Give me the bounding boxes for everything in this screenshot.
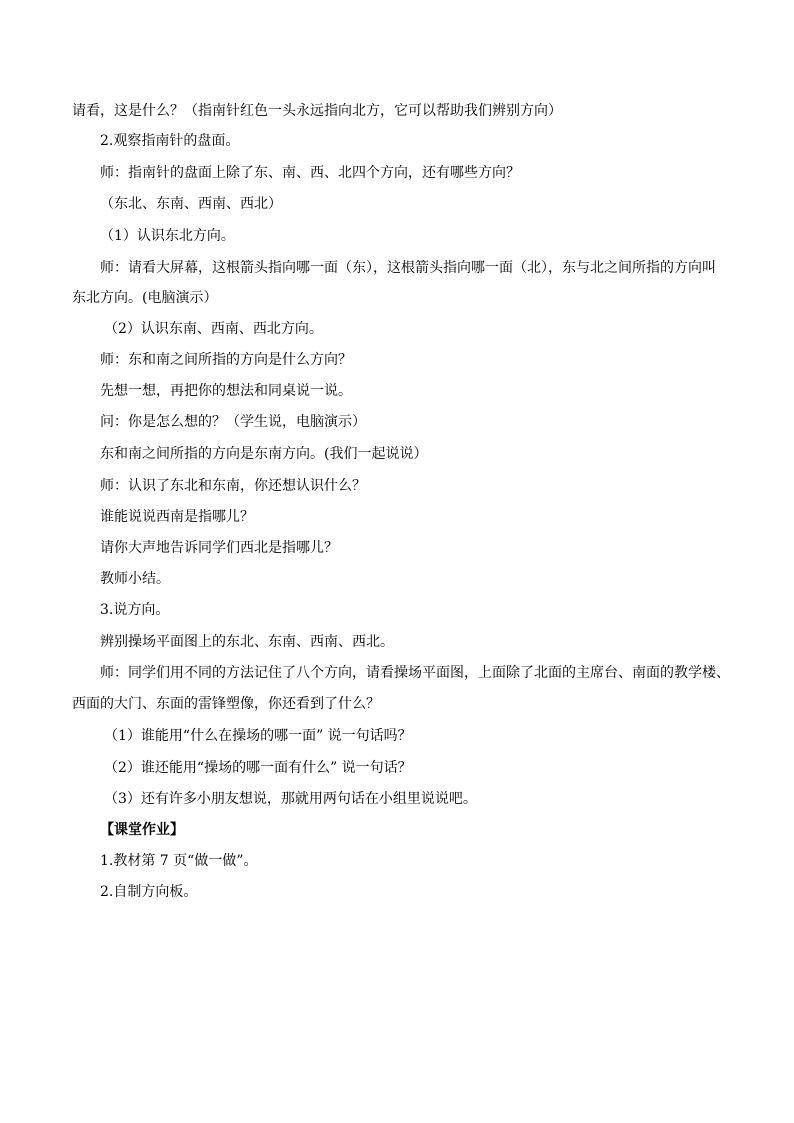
text-line-northwest-question: 请你大声地告诉同学们西北是指哪儿？ [100, 540, 338, 556]
text-line-say-directions: 3.说方向。 [100, 602, 170, 618]
text-line-answer-directions: （东北、东南、西南、西北） [100, 196, 282, 212]
text-line-observe-dial: 2.观察指南针的盘面。 [100, 133, 240, 149]
text-line-teacher-east-south: 师：东和南之间所指的方向是什么方向？ [100, 352, 352, 368]
section-heading-classwork: 【课堂作业】 [100, 822, 184, 838]
text-line-southeast-answer: 东和南之间所指的方向是东南方向。(我们一起说说） [100, 446, 428, 462]
text-line-sentence-one: （1）谁能用“什么在操场的哪一面” 说一句话吗？ [104, 728, 412, 744]
text-line-southwest-question: 谁能说说西南是指哪儿？ [100, 509, 254, 525]
text-line-northeast-demo: 东北方向。(电脑演示） [72, 290, 218, 306]
text-line-identify-plan: 辨别操场平面图上的东北、东南、西南、西北。 [100, 634, 394, 650]
text-line-teacher-screen: 师：请看大屏幕，这根箭头指向哪一面（东），这根箭头指向哪一面（北），东与北之间所指的方向叫 [100, 260, 716, 276]
text-line-think-share: 先想一想，再把你的想法和同桌说一说。 [100, 383, 352, 399]
text-line-textbook-exercise: 1.教材第 7 页“做一做”。 [100, 853, 258, 869]
text-line-compass-intro: 请看，这是什么？（指南针红色一头永远指向北方，它可以帮助我们辨别方向） [72, 103, 562, 119]
text-line-ask-how: 问：你是怎么想的？（学生说，电脑演示） [100, 414, 366, 430]
text-line-know-other-directions: （2）认识东南、西南、西北方向。 [104, 321, 323, 337]
text-line-group-talk: （3）还有许多小朋友想说，那就用两句话在小组里说说吧。 [104, 791, 477, 807]
text-line-teacher-what-next: 师：认识了东北和东南，你还想认识什么？ [100, 478, 366, 494]
text-line-sentence-two: （2）谁还能用“操场的哪一面有什么” 说一句话？ [104, 760, 412, 776]
text-line-teacher-summary: 教师小结。 [100, 571, 170, 587]
text-line-teacher-plan: 师：同学们用不同的方法记住了八个方向，请看操场平面图，上面除了北面的主席台、南面的教学楼、 [100, 665, 730, 681]
text-line-plan-continued: 西面的大门、东面的雷锋塑像，你还看到了什么？ [72, 696, 380, 712]
text-line-know-northeast: （1）认识东北方向。 [100, 228, 235, 244]
text-line-make-board: 2.自制方向板。 [100, 884, 198, 900]
text-line-teacher-question-directions: 师：指南针的盘面上除了东、南、西、北四个方向，还有哪些方向？ [100, 165, 520, 181]
